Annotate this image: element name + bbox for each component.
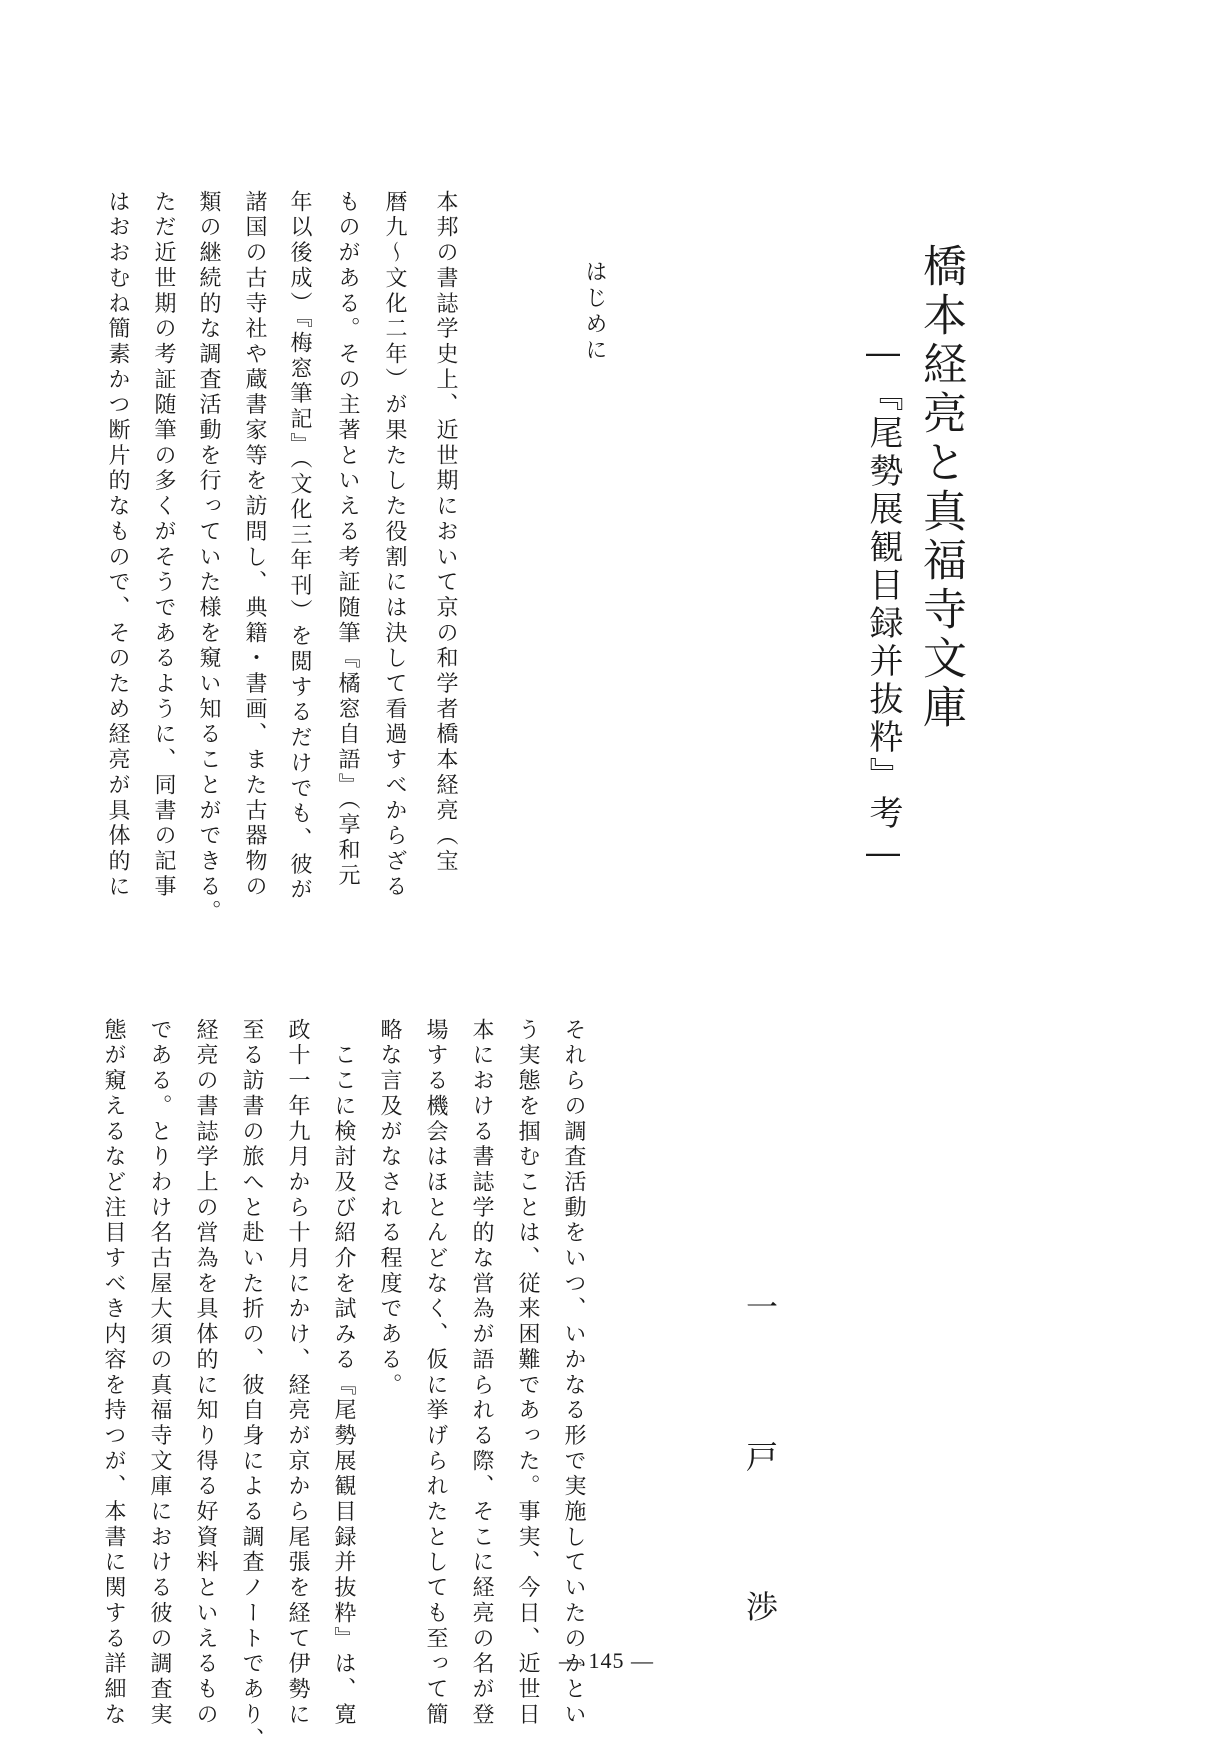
body-column-top: 本邦の書誌学史上、近世期において京の和学者橋本経亮（宝: [433, 190, 458, 875]
body-column-top: ただ近世期の考証随筆の多くがそうであるように、同書の記事: [151, 190, 176, 900]
body-column-bottom: 本における書誌学的な営為が語られる際、そこに経亮の名が登: [469, 1018, 494, 1728]
body-column-top: 年以後成）『梅窓筆記』（文化三年刊）を閲するだけでも、彼が: [287, 190, 312, 904]
body-column-bottom: 場する機会はほとんどなく、仮に挙げられたとしても至って簡: [423, 1018, 448, 1728]
body-column-bottom: ここに検討及び紹介を試みる『尾勢展観目録并抜粋』は、寛: [331, 1018, 356, 1728]
body-column-top: ものがある。その主著といえる考証随筆『橘窓自語』（享和元: [335, 190, 360, 889]
section-heading: はじめに: [582, 260, 607, 364]
body-column-bottom: 政十一年九月から十月にかけ、経亮が京から尾張を経て伊勢に: [285, 1018, 310, 1728]
body-column-top: 暦九～文化二年）が果たした役割には決して看過すべからざる: [382, 190, 407, 900]
body-column-bottom: 略な言及がなされる程度である。: [377, 1018, 402, 1399]
body-column-bottom: う実態を掴むことは、従来困難であった。事実、今日、近世日: [515, 1018, 540, 1728]
body-column-bottom: 至る訪書の旅へと赴いた折の、彼自身による調査ノートであり、: [239, 1018, 264, 1753]
article-subtitle: ―『尾勢展観目録并抜粋』考―: [863, 333, 903, 877]
article-title: 橋本経亮と真福寺文庫: [915, 243, 966, 733]
body-column-bottom: 経亮の書誌学上の営為を具体的に知り得る好資料といえるもの: [193, 1018, 218, 1728]
author-name: 一 戸 渉: [741, 1290, 779, 1662]
body-column-top: はおおむね簡素かつ断片的なもので、そのため経亮が具体的に: [105, 190, 130, 900]
body-column-top: 類の継続的な調査活動を行っていた様を窺い知ることができる。: [196, 190, 221, 926]
body-column-top: 諸国の古寺社や蔵書家等を訪問し、典籍・書画、また古器物の: [242, 190, 267, 900]
page-number: ― 145 ―: [559, 1648, 654, 1673]
body-column-bottom: それらの調査活動をいつ、いかなる形で実施していたのかとい: [561, 1018, 586, 1728]
body-column-bottom: 態が窺えるなど注目すべき内容を持つが、本書に関する詳細な: [101, 1018, 126, 1728]
body-column-bottom: である。とりわけ名古屋大須の真福寺文庫における彼の調査実: [147, 1018, 172, 1728]
